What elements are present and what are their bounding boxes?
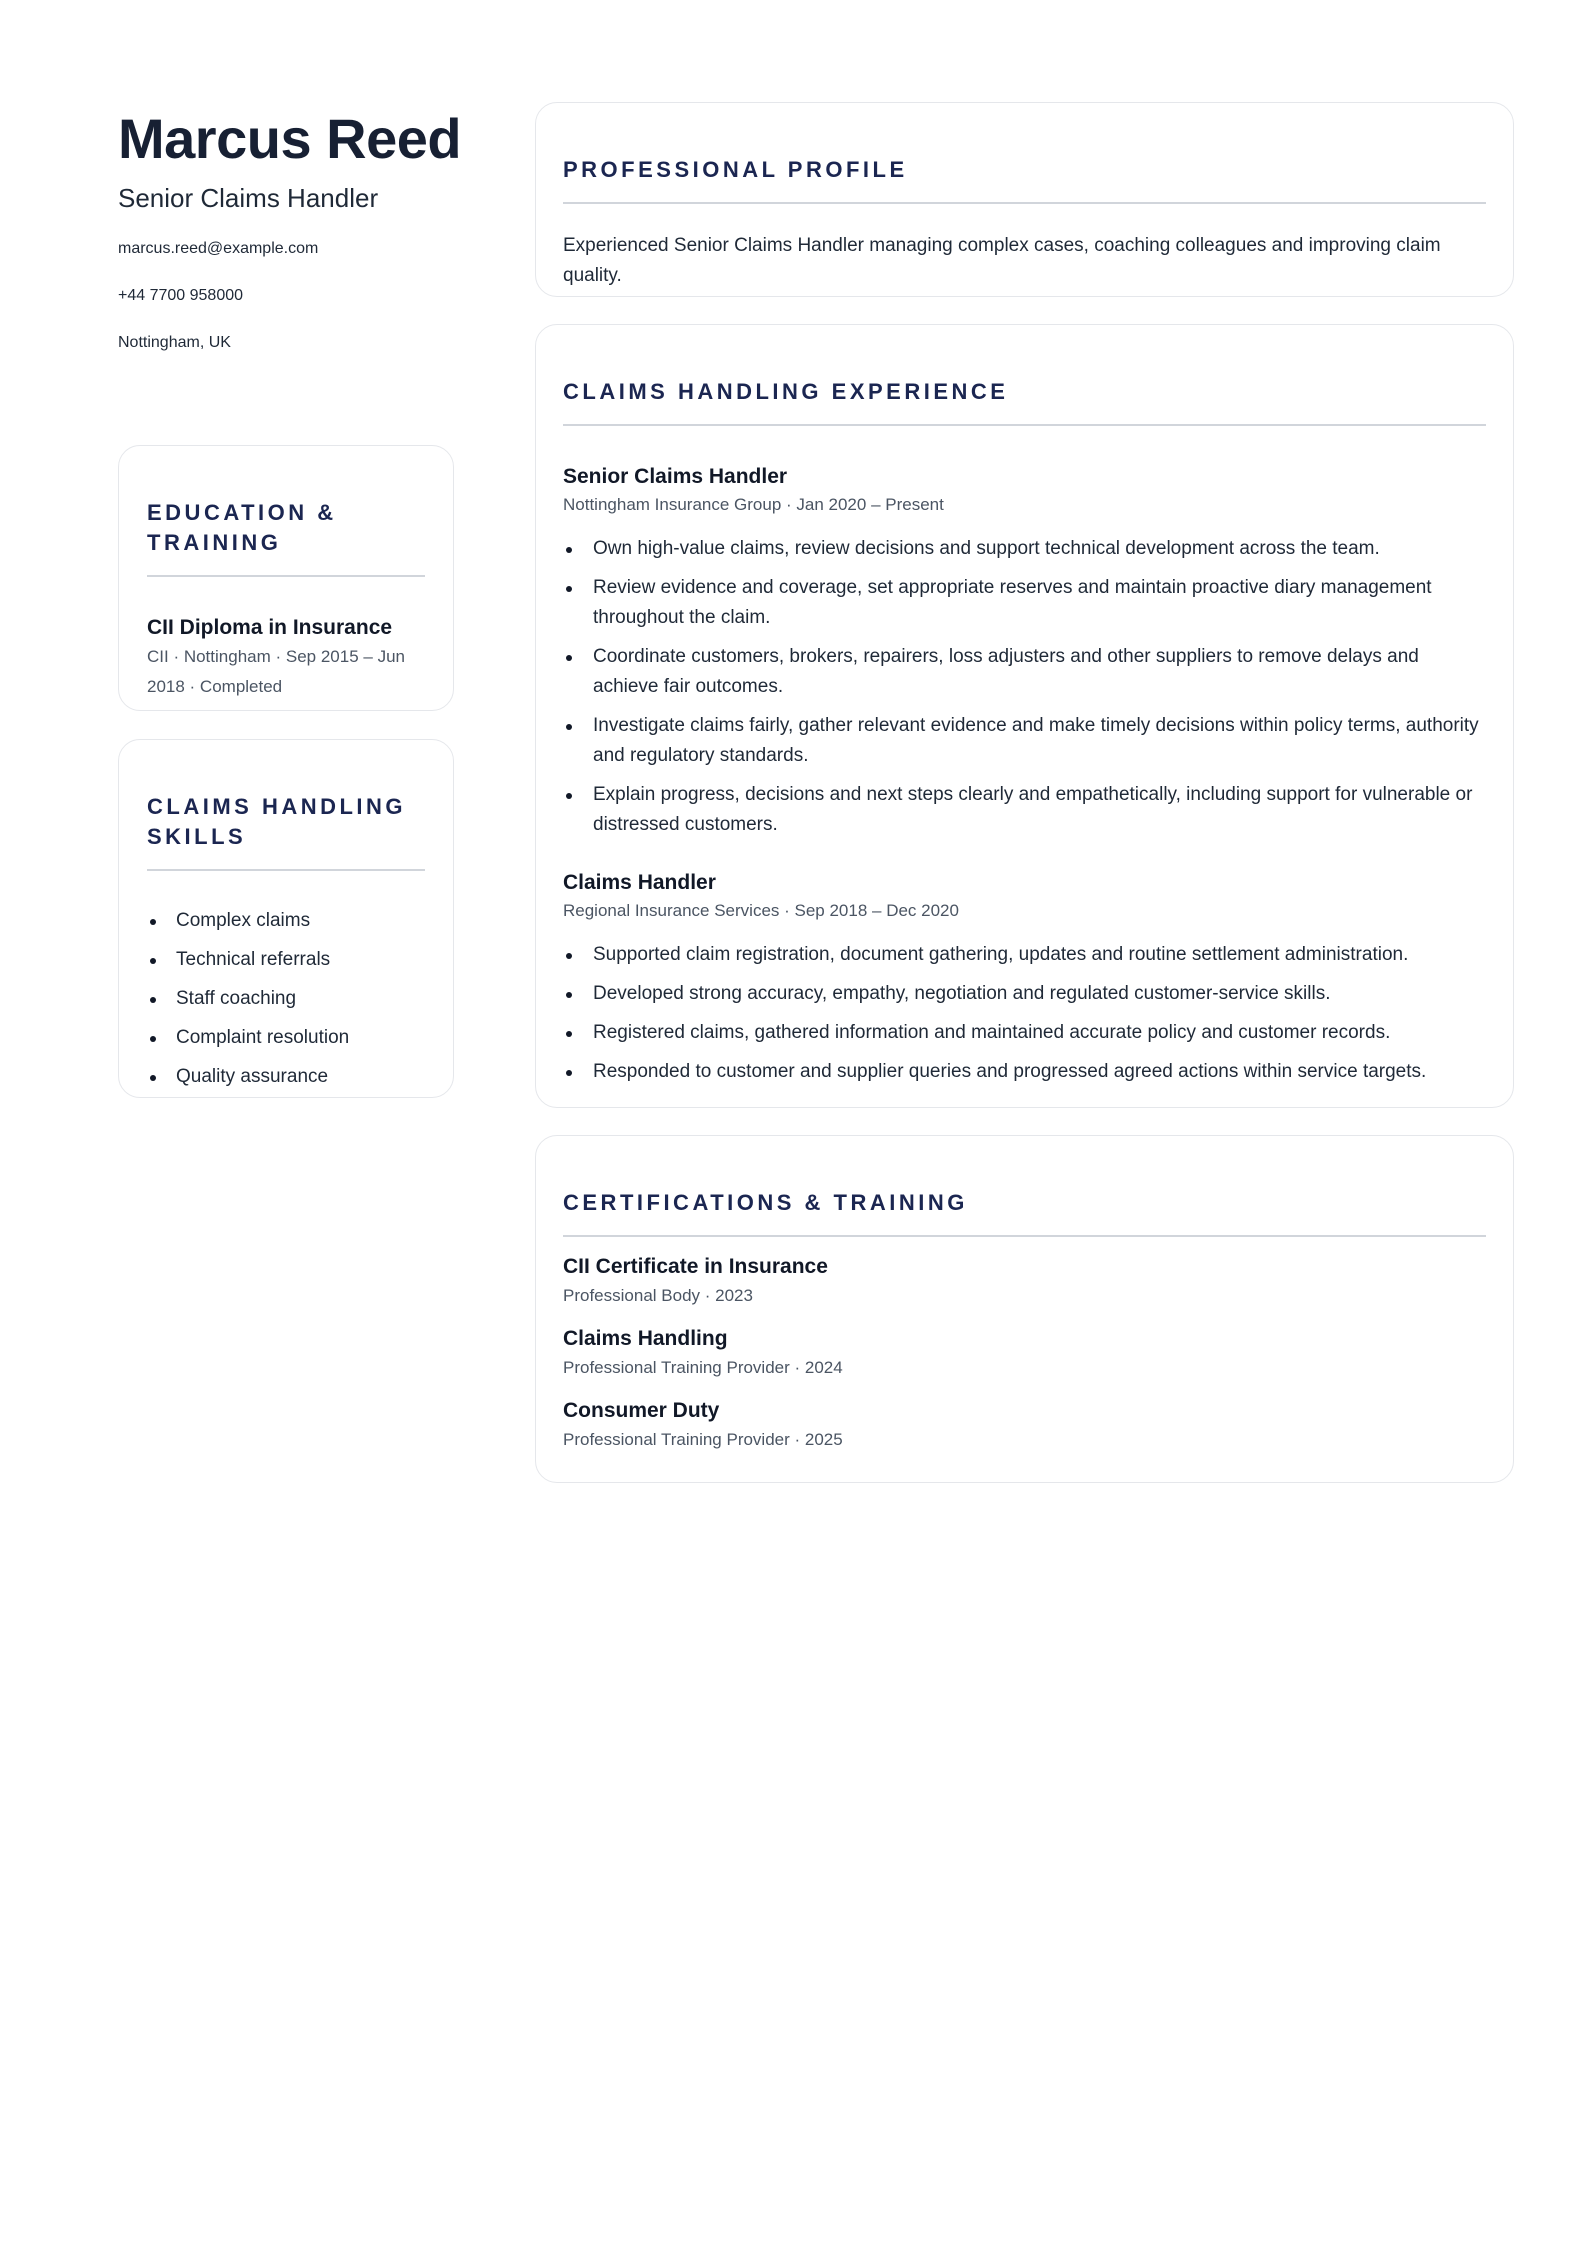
section-divider [563, 424, 1486, 426]
certification-title: Consumer Duty [563, 1399, 720, 1422]
job-meta: Regional Insurance Services · Sep 2018 – Dec 2020 [563, 901, 959, 920]
education-entry-title: CII Diploma in Insurance [147, 616, 393, 639]
job-bullet: Coordinate customers, brokers, repairers, loss adjusters and other suppliers to remove delays and achieve fair outcomes. [563, 642, 1486, 702]
profile-card [535, 102, 1514, 297]
contact-list [118, 239, 453, 353]
skill-item: Staff coaching [147, 984, 425, 1014]
job-bullet: Developed strong accuracy, empathy, negotiation and regulated customer-service skills. [563, 979, 1486, 1009]
skills-title: CLAIMS HANDLING SKILLS [147, 794, 407, 849]
certification-entry [563, 1397, 1486, 1455]
education-entry [147, 614, 425, 702]
job-entry [563, 870, 1486, 1087]
job-bullet: Own high-value claims, review decisions and support technical development across the team. [563, 534, 1486, 564]
certification-meta: Professional Body · 2023 [563, 1286, 753, 1305]
job-entry [563, 464, 1486, 840]
certification-entry [563, 1325, 1486, 1383]
skills-list [147, 906, 425, 1092]
job-title: Claims Handler [563, 871, 716, 894]
job-bullet: Explain progress, decisions and next steps clearly and empathetically, including support for vulnerable or distressed customers. [563, 780, 1486, 840]
education-entry-meta: CII · Nottingham · Sep 2015 – Jun 2018 · Completed [147, 647, 405, 696]
education-title: EDUCATION & TRAINING [147, 500, 337, 555]
certification-title: CII Certificate in Insurance [563, 1255, 828, 1278]
job-bullet: Review evidence and coverage, set appropriate reserves and maintain proactive diary management throughout the claim. [563, 573, 1486, 633]
skill-item: Complex claims [147, 906, 425, 936]
section-divider [147, 575, 425, 577]
certification-meta: Professional Training Provider · 2025 [563, 1430, 843, 1449]
job-meta: Nottingham Insurance Group · Jan 2020 – Present [563, 495, 944, 514]
contact-email: marcus.reed@example.com [118, 240, 319, 257]
experience-card [535, 324, 1514, 1108]
profile-title: PROFESSIONAL PROFILE [563, 157, 908, 182]
job-bullets [563, 534, 1486, 840]
experience-title: CLAIMS HANDLING EXPERIENCE [563, 379, 1009, 404]
job-bullet: Registered claims, gathered information and maintained accurate policy and customer records. [563, 1018, 1486, 1048]
contact-phone: +44 7700 958000 [118, 287, 244, 304]
certification-entry [563, 1253, 1486, 1311]
job-bullet: Responded to customer and supplier queries and progressed agreed actions within service targets. [563, 1057, 1486, 1087]
education-card [118, 445, 454, 711]
job-bullets [563, 940, 1486, 1087]
job-title: Senior Claims Handler [563, 465, 788, 488]
job-bullet: Investigate claims fairly, gather relevant evidence and make timely decisions within policy terms, authority and regulatory standards. [563, 711, 1486, 771]
contact-location: Nottingham, UK [118, 334, 231, 351]
job-headline: Senior Claims Handler [118, 183, 379, 213]
certification-title: Claims Handling [563, 1327, 728, 1350]
left-column [118, 100, 462, 380]
skills-card [118, 739, 454, 1098]
section-divider [563, 1235, 1486, 1237]
skill-item: Technical referrals [147, 945, 425, 975]
candidate-name: Marcus Reed [118, 107, 462, 170]
section-divider [563, 202, 1486, 204]
skill-item: Complaint resolution [147, 1023, 425, 1053]
skill-item: Quality assurance [147, 1062, 425, 1092]
certifications-card [535, 1135, 1514, 1483]
section-divider [147, 869, 425, 871]
job-bullet: Supported claim registration, document gathering, updates and routine settlement administration. [563, 940, 1486, 970]
certification-meta: Professional Training Provider · 2024 [563, 1358, 843, 1377]
profile-summary: Experienced Senior Claims Handler managing complex cases, coaching colleagues and improving claim quality. [563, 235, 1441, 286]
certifications-title: CERTIFICATIONS & TRAINING [563, 1190, 968, 1215]
